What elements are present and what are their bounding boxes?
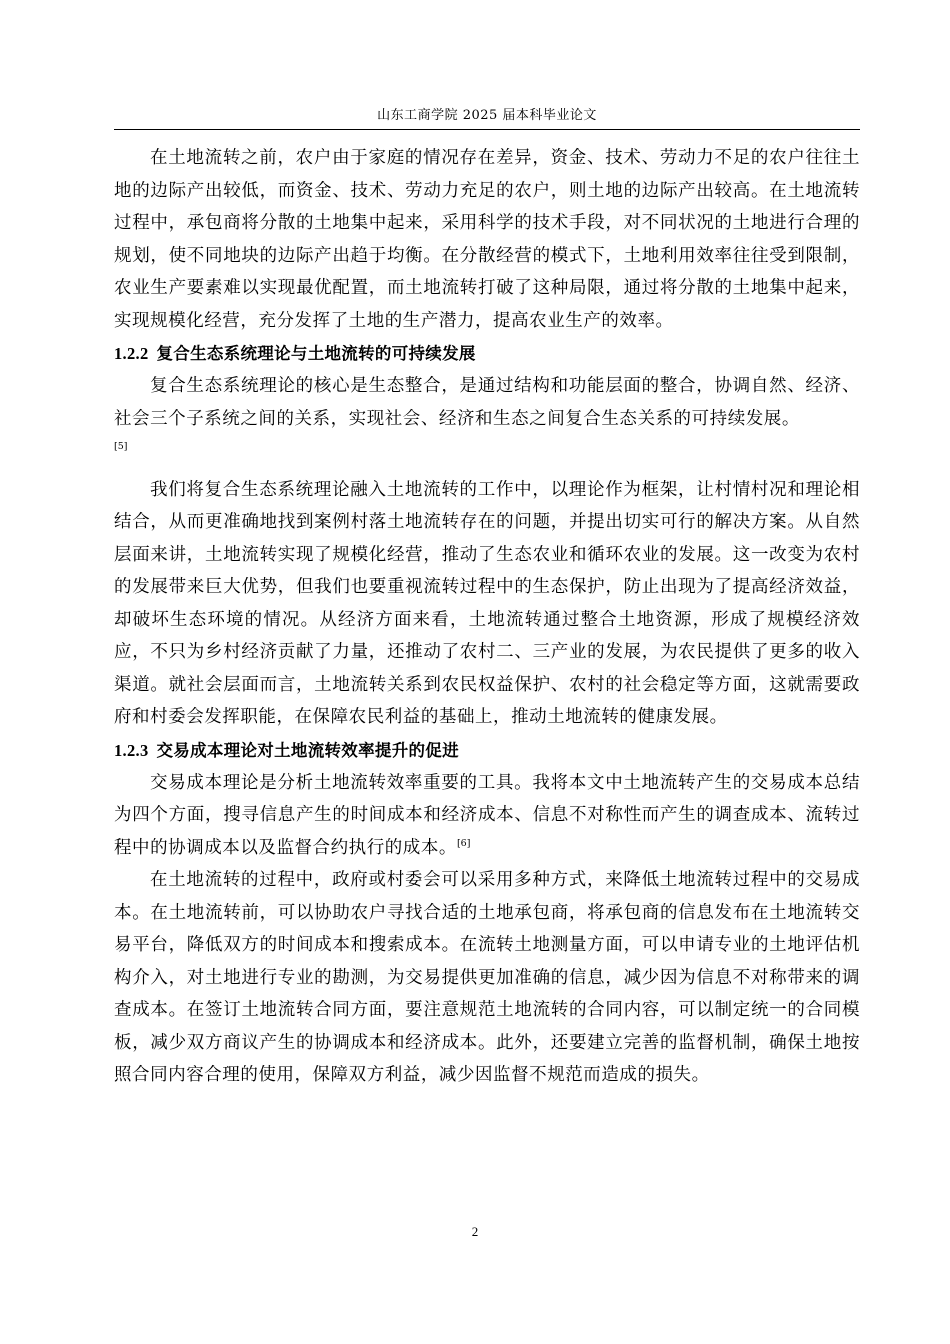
section-title: 交易成本理论对土地流转效率提升的促进 [156, 740, 459, 760]
running-header: 山东工商学院 2025 届本科毕业论文 [377, 108, 597, 123]
paragraph: 在土地流转的过程中，政府或村委会可以采用多种方式，来降低土地流转过程中的交易成本。在土地流转前，可以协助农户寻找合适的土地承包商，将承包商的信息发布在土地流转交易平台，降低双方的时间成本和搜索成本。在流转土地测量方面，可以申请专业的土地评估机构介入，对土地进行专业的勘测，为交易提供更加准确的信息，减少因为信息不对称带来的调查成本。在签订土地流转合同方面，要注意规范土地流转的合同内容，可以制定统一的合同模板，减少双方商议产生的协调成本和经济成本。此外，还要建立完善的监督机制，确保土地按照合同内容合理的使用，保障双方利益，减少因监督不规范而造成的损失。 [114, 870, 860, 1085]
section-number: 1.2.2 [114, 344, 149, 363]
page-number: 2 [471, 1224, 479, 1239]
paragraph [114, 370, 860, 468]
citation-ref: [6] [456, 837, 471, 849]
paragraph [114, 767, 860, 865]
paragraph-text: 交易成本理论是分析土地流转效率重要的工具。我将本文中土地流转产生的交易成本总结为四个方面，搜寻信息产生的时间成本和经济成本、信息不对称性而产生的调查成本、流转过程中的协调成本以及监督合约执行的成本。 [114, 772, 860, 858]
document-body [114, 142, 860, 1092]
paragraph-text: 复合生态系统理论的核心是生态整合，是通过结构和功能层面的整合，协调自然、经济、社会三个子系统之间的关系，实现社会、经济和生态之间复合生态关系的可持续发展。 [114, 376, 860, 429]
section-number: 1.2.3 [114, 740, 149, 760]
paragraph: 我们将复合生态系统理论融入土地流转的工作中，以理论作为框架，让村情村况和理论相结合，从而更准确地找到案例村落土地流转存在的问题，并提出切实可行的解决方案。从自然层面来讲，土地流转实现了规模化经营，推动了生态农业和循环农业的发展。这一改变为农村的发展带来巨大优势，但我们也要重视流转过程中的生态保护，防止出现为了提高经济效益，却破坏生态环境的情况。从经济方面来看，土地流转通过整合土地资源，形成了规模经济效应，不只为乡村经济贡献了力量，还推动了农村二、三产业的发展，为农民提供了更多的收入渠道。就社会层面而言，土地流转关系到农民权益保护、农村的社会稳定等方面，这就需要政府和村委会发挥职能，在保障农民利益的基础上，推动土地流转的健康发展。 [114, 479, 860, 727]
section-heading-1-2-2 [114, 337, 860, 370]
paragraph: 在土地流转之前，农户由于家庭的情况存在差异，资金、技术、劳动力不足的农户往往土地的边际产出较低，而资金、技术、劳动力充足的农户，则土地的边际产出较高。在土地流转过程中，承包商将分散的土地集中起来，采用科学的技术手段，对不同状况的土地进行合理的规划，使不同地块的边际产出趋于均衡。在分散经营的模式下，土地利用效率往往受到限制，农业生产要素难以实现最优配置，而土地流转打破了这种局限，通过将分散的土地集中起来，实现规模化经营，充分发挥了土地的生产潜力，提高农业生产的效率。 [114, 148, 860, 331]
section-heading-1-2-3 [114, 734, 860, 767]
citation-ref: [5] [114, 441, 128, 452]
section-title: 复合生态系统理论与土地流转的可持续发展 [156, 344, 476, 363]
header-divider [114, 129, 860, 130]
